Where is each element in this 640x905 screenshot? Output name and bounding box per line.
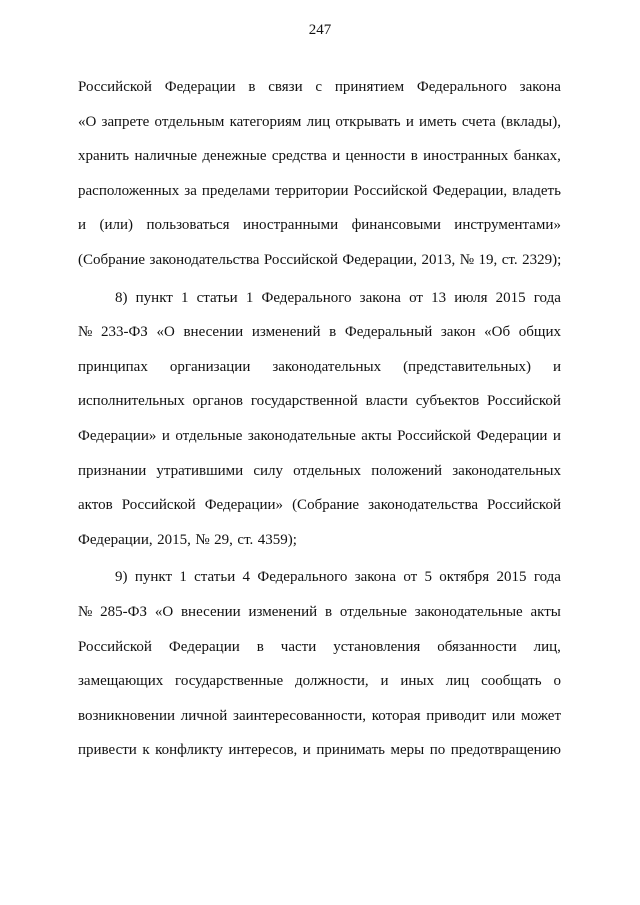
word: Федерации, bbox=[432, 182, 508, 199]
word: «О bbox=[78, 113, 97, 130]
word: утратившими bbox=[156, 462, 244, 479]
word: 1 bbox=[180, 289, 189, 306]
word: 2013, bbox=[421, 251, 456, 268]
word: Федерации bbox=[168, 638, 240, 655]
word: Федеральный bbox=[344, 324, 433, 341]
word: Федерации» bbox=[78, 427, 157, 444]
word: отдельных bbox=[293, 462, 362, 479]
word: статьи bbox=[194, 569, 236, 586]
word: 1 bbox=[245, 289, 254, 306]
word: владеть bbox=[512, 182, 561, 199]
word: меры bbox=[390, 742, 425, 759]
text-line bbox=[78, 419, 561, 454]
word: Российской bbox=[397, 427, 472, 444]
word: приводит bbox=[426, 707, 487, 724]
word: интересов, bbox=[228, 742, 298, 759]
text-line bbox=[78, 523, 561, 558]
word: в bbox=[325, 603, 333, 620]
word: законодательные bbox=[414, 603, 523, 620]
word: 2015, bbox=[157, 531, 191, 548]
word: Федерации, bbox=[78, 531, 153, 548]
word: 9) bbox=[115, 569, 128, 586]
word: иностранных bbox=[423, 148, 509, 165]
word: Федерации bbox=[476, 427, 548, 444]
word: 8) bbox=[115, 289, 128, 306]
word: (Собрание bbox=[78, 251, 146, 268]
document-body bbox=[78, 70, 561, 768]
word: Федерального bbox=[261, 289, 352, 306]
word: № bbox=[195, 531, 210, 548]
word: общих bbox=[518, 324, 561, 341]
word: по bbox=[429, 742, 446, 759]
word: лиц bbox=[445, 673, 470, 690]
text-line bbox=[78, 488, 561, 523]
text-line bbox=[78, 595, 561, 630]
word: года bbox=[533, 289, 561, 306]
word: конфликту bbox=[155, 742, 223, 759]
text-line bbox=[78, 139, 561, 174]
text-line bbox=[78, 315, 561, 350]
word: акты bbox=[530, 603, 561, 620]
word: 1 bbox=[179, 569, 187, 586]
word: и bbox=[552, 358, 561, 375]
word: июля bbox=[454, 289, 488, 306]
word: и bbox=[405, 113, 414, 130]
word: 2015 bbox=[496, 569, 527, 586]
word: статьи bbox=[196, 289, 238, 306]
text-line bbox=[78, 454, 561, 489]
word: может bbox=[521, 707, 561, 724]
word: принятием bbox=[334, 79, 405, 95]
word: Российской bbox=[78, 79, 152, 95]
text-line bbox=[78, 281, 561, 316]
word: исполнительных bbox=[78, 393, 185, 410]
word: банках, bbox=[513, 148, 561, 165]
word: 4 bbox=[242, 569, 251, 586]
word: расположенных bbox=[78, 182, 180, 199]
word: ст. bbox=[237, 531, 254, 548]
text-line bbox=[78, 243, 561, 278]
word: категориям bbox=[229, 113, 302, 130]
word: 2329); bbox=[522, 251, 562, 268]
word: в bbox=[248, 79, 256, 95]
word: установления bbox=[333, 638, 421, 655]
word: (Собрание bbox=[292, 497, 360, 514]
word: или bbox=[491, 707, 516, 724]
word: лиц, bbox=[533, 638, 561, 655]
word: пункт bbox=[135, 289, 173, 306]
word: октября bbox=[439, 569, 490, 586]
word: внесении bbox=[180, 603, 241, 620]
word: наличные bbox=[134, 148, 198, 165]
word: актов bbox=[78, 497, 113, 514]
word: Федерации bbox=[164, 79, 236, 95]
word: в bbox=[329, 324, 337, 341]
word: Федерации, bbox=[342, 251, 417, 268]
word: Российской bbox=[121, 497, 196, 514]
text-line bbox=[78, 208, 561, 243]
word: 19, bbox=[478, 251, 498, 268]
word: которая bbox=[371, 707, 421, 724]
text-line bbox=[78, 733, 561, 768]
word: силу bbox=[253, 462, 284, 479]
word: Российской bbox=[263, 251, 338, 268]
word: и bbox=[332, 148, 341, 165]
text-line bbox=[78, 630, 561, 665]
word: счета bbox=[461, 113, 496, 130]
word: 285-ФЗ bbox=[100, 603, 147, 620]
word: внесении bbox=[183, 324, 244, 341]
word: отдельным bbox=[154, 113, 225, 130]
word: принципах bbox=[78, 358, 148, 375]
word: года bbox=[533, 569, 561, 586]
word: к bbox=[142, 742, 150, 759]
word: изменений bbox=[251, 324, 321, 341]
word: в bbox=[410, 148, 418, 165]
word: (вклады), bbox=[501, 113, 561, 130]
word: привести bbox=[78, 742, 137, 759]
word: 29, bbox=[214, 531, 233, 548]
word: инструментами» bbox=[454, 217, 561, 234]
word: территории bbox=[274, 182, 349, 199]
word: власти bbox=[365, 393, 408, 410]
word: 2015 bbox=[495, 289, 526, 306]
word: 5 bbox=[424, 569, 432, 586]
word: «О bbox=[156, 324, 175, 341]
word: должности, bbox=[294, 673, 369, 690]
text-line bbox=[78, 174, 561, 209]
word: замещающих bbox=[78, 673, 164, 690]
word: ст. bbox=[501, 251, 518, 268]
word: части bbox=[280, 638, 317, 655]
word: субъектов bbox=[415, 393, 480, 410]
word: закона bbox=[354, 569, 396, 586]
word: изменений bbox=[248, 603, 318, 620]
word: за bbox=[184, 182, 197, 199]
text-line bbox=[78, 350, 561, 385]
word: Российской bbox=[78, 638, 152, 655]
word: иных bbox=[400, 673, 434, 690]
word: лиц bbox=[306, 113, 331, 130]
word: в bbox=[256, 638, 264, 655]
word: Российской bbox=[487, 497, 561, 514]
word: (или) bbox=[99, 217, 133, 234]
word: закона bbox=[359, 289, 401, 306]
word: Российской bbox=[487, 393, 561, 410]
word: о bbox=[553, 673, 561, 690]
word: и bbox=[302, 742, 311, 759]
word: законодательства bbox=[149, 251, 260, 268]
word: организации bbox=[169, 358, 251, 375]
word: № bbox=[78, 324, 93, 341]
word: законодательных bbox=[272, 358, 382, 375]
word: признании bbox=[78, 462, 147, 479]
word: отдельные bbox=[339, 603, 407, 620]
word: органов bbox=[192, 393, 243, 410]
word: и bbox=[380, 673, 389, 690]
word: денежные bbox=[202, 148, 267, 165]
word: связи bbox=[268, 79, 303, 95]
word: отдельные bbox=[175, 427, 243, 444]
word: акты bbox=[361, 427, 392, 444]
word: (представительных) bbox=[403, 358, 531, 375]
word: от bbox=[409, 289, 423, 306]
word: Федерального bbox=[257, 569, 348, 586]
text-line bbox=[78, 384, 561, 419]
word: ценности bbox=[345, 148, 406, 165]
text-line bbox=[78, 560, 561, 595]
text-line bbox=[78, 105, 561, 140]
word: и bbox=[78, 217, 87, 234]
word: и bbox=[552, 427, 561, 444]
word: 4359); bbox=[257, 531, 297, 548]
word: законодательных bbox=[452, 462, 561, 479]
word: предотвращению bbox=[450, 742, 561, 759]
word: заинтересованности, bbox=[233, 707, 367, 724]
word: государственной bbox=[250, 393, 358, 410]
word: от bbox=[403, 569, 418, 586]
text-line bbox=[78, 664, 561, 699]
word: средства bbox=[271, 148, 327, 165]
text-line bbox=[78, 70, 561, 105]
word: и bbox=[161, 427, 170, 444]
word: государственные bbox=[175, 673, 284, 690]
word: с bbox=[315, 79, 323, 95]
word: личной bbox=[180, 707, 228, 724]
word: законодательные bbox=[247, 427, 356, 444]
word: 13 bbox=[431, 289, 447, 306]
text-line bbox=[78, 699, 561, 734]
word: пункт bbox=[134, 569, 173, 586]
word: положений bbox=[371, 462, 443, 479]
word: принимать bbox=[316, 742, 385, 759]
word: 233-ФЗ bbox=[100, 324, 148, 341]
word: иметь bbox=[419, 113, 457, 130]
word: закона bbox=[519, 79, 561, 95]
word: законодательства bbox=[368, 497, 479, 514]
word: Российской bbox=[353, 182, 428, 199]
word: хранить bbox=[78, 148, 130, 165]
word: пределами bbox=[201, 182, 270, 199]
word: запрете bbox=[101, 113, 150, 130]
word: закон bbox=[440, 324, 476, 341]
word: иностранными bbox=[242, 217, 339, 234]
word: финансовыми bbox=[351, 217, 441, 234]
word: сообщать bbox=[481, 673, 542, 690]
word: Федерации» bbox=[204, 497, 284, 514]
word: открывать bbox=[335, 113, 401, 130]
page-number: 247 bbox=[308, 22, 332, 38]
word: «Об bbox=[484, 324, 511, 341]
word: «О bbox=[154, 603, 174, 620]
word: пользоваться bbox=[146, 217, 230, 234]
word: обязанности bbox=[437, 638, 517, 655]
word: № bbox=[78, 603, 93, 620]
word: № bbox=[459, 251, 475, 268]
word: Федерального bbox=[416, 79, 507, 95]
word: возникновении bbox=[78, 707, 176, 724]
